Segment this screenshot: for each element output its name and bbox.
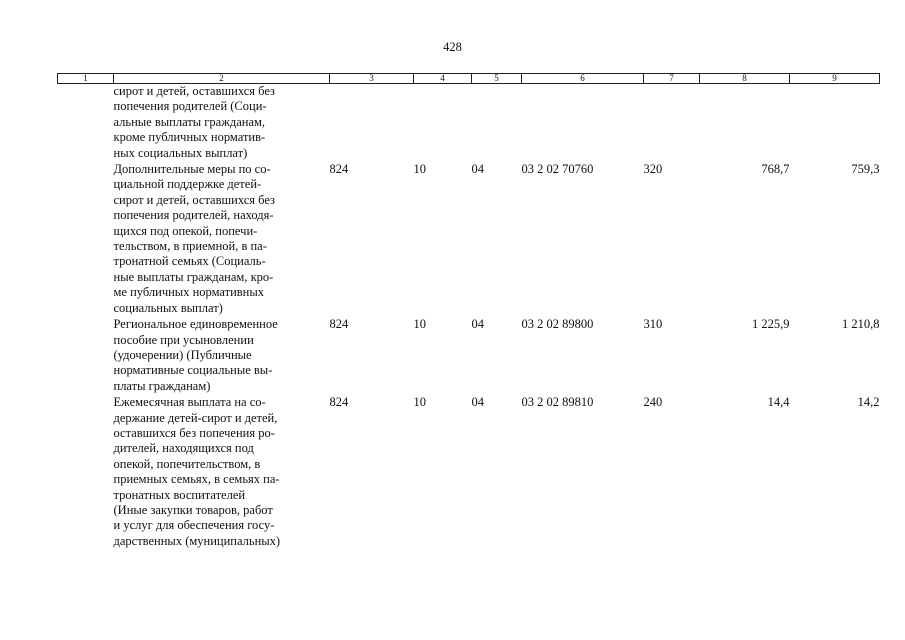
row-number-cell	[58, 317, 114, 395]
description-cell: Ежемесячная выплата на со- держание детей-сирот и детей, оставшихся без попечения ро- дителей, находящихся под опекой, попечительством, в приемных семьях, в семьях па- тронатных воспитателей (Иные закупки товаров, работ и услуг для обеспечения госу- дарственных (муниципальных)	[113, 395, 281, 548]
column-header: 4	[414, 74, 472, 84]
column-number-header	[58, 74, 880, 84]
column-header: 9	[790, 74, 880, 84]
amount-cell: 14,4	[767, 395, 790, 410]
ministry-code-cell	[330, 84, 414, 163]
expense-type-cell: 320	[643, 162, 663, 177]
section-cell	[414, 84, 472, 163]
ministry-code-cell: 824	[329, 317, 349, 332]
column-header: 2	[114, 74, 330, 84]
expense-type-cell: 240	[643, 395, 663, 410]
target-article-cell: 03 2 02 89810	[521, 395, 594, 410]
row-number-cell	[58, 84, 114, 163]
description-cell: сирот и детей, оставшихся без попечения родителей (Соци- альные выплаты гражданам, кроме публичных норматив- ных социальных выплат)	[113, 84, 275, 160]
table-row	[58, 162, 880, 317]
subsection-cell: 04	[471, 317, 484, 332]
amount-cell: 1 225,9	[752, 317, 790, 332]
table-row	[58, 395, 880, 550]
table-row	[58, 317, 880, 395]
column-header: 5	[472, 74, 522, 84]
column-header: 7	[644, 74, 700, 84]
section-cell: 10	[413, 395, 426, 410]
column-header: 1	[58, 74, 114, 84]
amount-cell: 759,3	[851, 162, 880, 177]
expense-type-cell	[644, 84, 700, 163]
amount-cell: 1 210,8	[842, 317, 880, 332]
description-cell: Дополнительные меры по со- циальной поддержке детей- сирот и детей, оставшихся без попечения родителей, находя- щихся под опекой, попечи- тельством, в приемной, в па- тронатной семьях (Социаль- ные выплаты гражданам, кро- ме публичных нормативных социальных выплат)	[113, 162, 275, 315]
row-number-cell	[58, 395, 114, 550]
table-row	[58, 84, 880, 163]
column-header: 8	[700, 74, 790, 84]
budget-table	[57, 73, 880, 550]
column-header: 6	[522, 74, 644, 84]
target-article-cell: 03 2 02 89800	[521, 317, 594, 332]
subsection-cell	[472, 84, 522, 163]
section-cell: 10	[413, 162, 426, 177]
section-cell: 10	[413, 317, 426, 332]
amount-cell	[700, 84, 790, 163]
amount-cell: 14,2	[857, 395, 880, 410]
ministry-code-cell: 824	[329, 162, 349, 177]
target-article-cell: 03 2 02 70760	[521, 162, 594, 177]
column-header: 3	[330, 74, 414, 84]
expense-type-cell: 310	[643, 317, 663, 332]
target-article-cell	[522, 84, 644, 163]
page-number: 428	[443, 40, 462, 54]
row-number-cell	[58, 162, 114, 317]
description-cell: Региональное единовременное пособие при усыновлении (удочерении) (Публичные нормативные социальные вы- платы гражданам)	[113, 317, 278, 393]
subsection-cell: 04	[471, 162, 484, 177]
amount-cell	[790, 84, 880, 163]
subsection-cell: 04	[471, 395, 484, 410]
ministry-code-cell: 824	[329, 395, 349, 410]
amount-cell: 768,7	[761, 162, 790, 177]
